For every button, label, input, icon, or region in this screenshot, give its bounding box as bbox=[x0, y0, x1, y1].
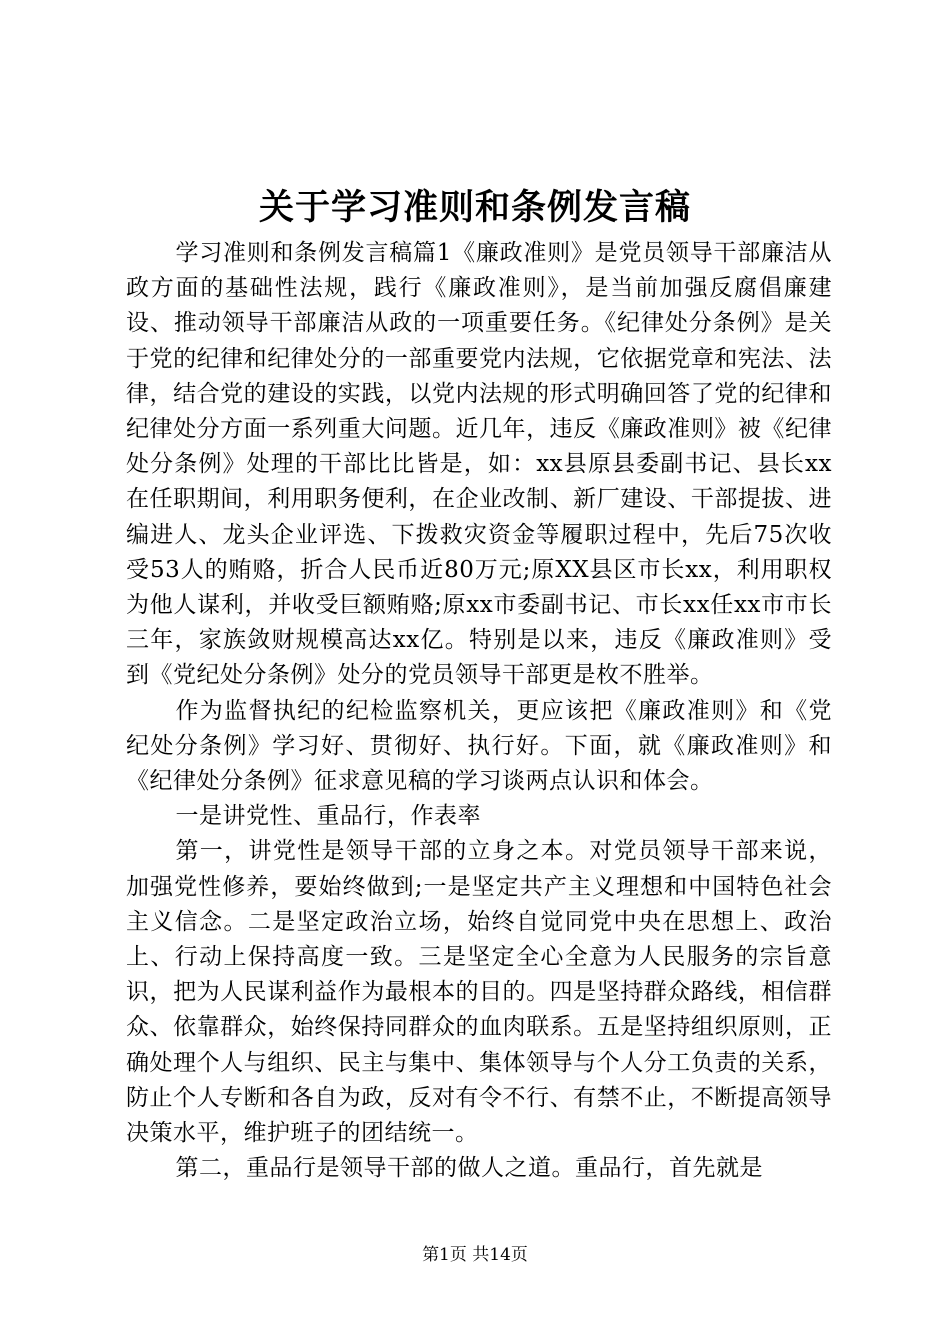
document-title: 关于学习准则和条例发言稿 bbox=[258, 187, 691, 228]
paragraph: 第二，重品行是领导干部的做人之道。重品行，首先就是 bbox=[175, 1155, 763, 1182]
document-body bbox=[126, 236, 832, 1186]
paragraph: 作为监督执纪的纪检监察机关，更应该把《廉政准则》和《党纪处分条例》学习好、贯彻好、执行好。下面，就《廉政准则》和《纪律处分条例》征求意见稿的学习谈两点认识和体会。 bbox=[126, 697, 832, 795]
section-heading: 一是讲党性、重品行，作表率 bbox=[175, 803, 481, 830]
paragraph: 学习准则和条例发言稿篇1《廉政准则》是党员领导干部廉洁从政方面的基础性法规，践行《廉政准则》，是当前加强反腐倡廉建设、推动领导干部廉洁从政的一项重要任务。《纪律处分条例》是关于党的纪律和纪律处分的一部重要党内法规，它依据党章和宪法、法律，结合党的建设的实践，以党内法规的形式明确回答了党的纪律和纪律处分方面一系列重大问题。近几年，违反《廉政准则》被《纪律处分条例》处理的干部比比皆是，如：xx县原县委副书记、县长xx在任职期间，利用职务便利，在企业改制、新厂建设、干部提拔、进编进人、龙头企业评选、下拨救灾资金等履职过程中，先后75次收受53人的贿赂，折合人民币近80万元;原XX县区市长xx，利用职权为他人谋利，并收受巨额贿赂;原xx市委副书记、市长xx任xx市市长三年，家族敛财规模高达xx亿。特别是以来，违反《廉政准则》受到《党纪处分条例》处分的党员领导干部更是枚不胜举。 bbox=[126, 240, 832, 689]
paragraph: 第一，讲党性是领导干部的立身之本。对党员领导干部来说，加强党性修养，要始终做到;一是坚定共产主义理想和中国特色社会主义信念。二是坚定政治立场，始终自觉同党中央在思想上、政治上、行动上保持高度一致。三是坚定全心全意为人民服务的宗旨意识，把为人民谋利益作为最根本的目的。四是坚持群众路线，相信群众、依靠群众，始终保持同群众的血肉联系。五是坚持组织原则，正确处理个人与组织、民主与集中、集体领导与个人分工负责的关系，防止个人专断和各自为政，反对有令不行、有禁不止，不断提高领导决策水平，维护班子的团结统一。 bbox=[126, 838, 832, 1147]
page-number-footer: 第1页 共14页 bbox=[422, 1245, 528, 1265]
